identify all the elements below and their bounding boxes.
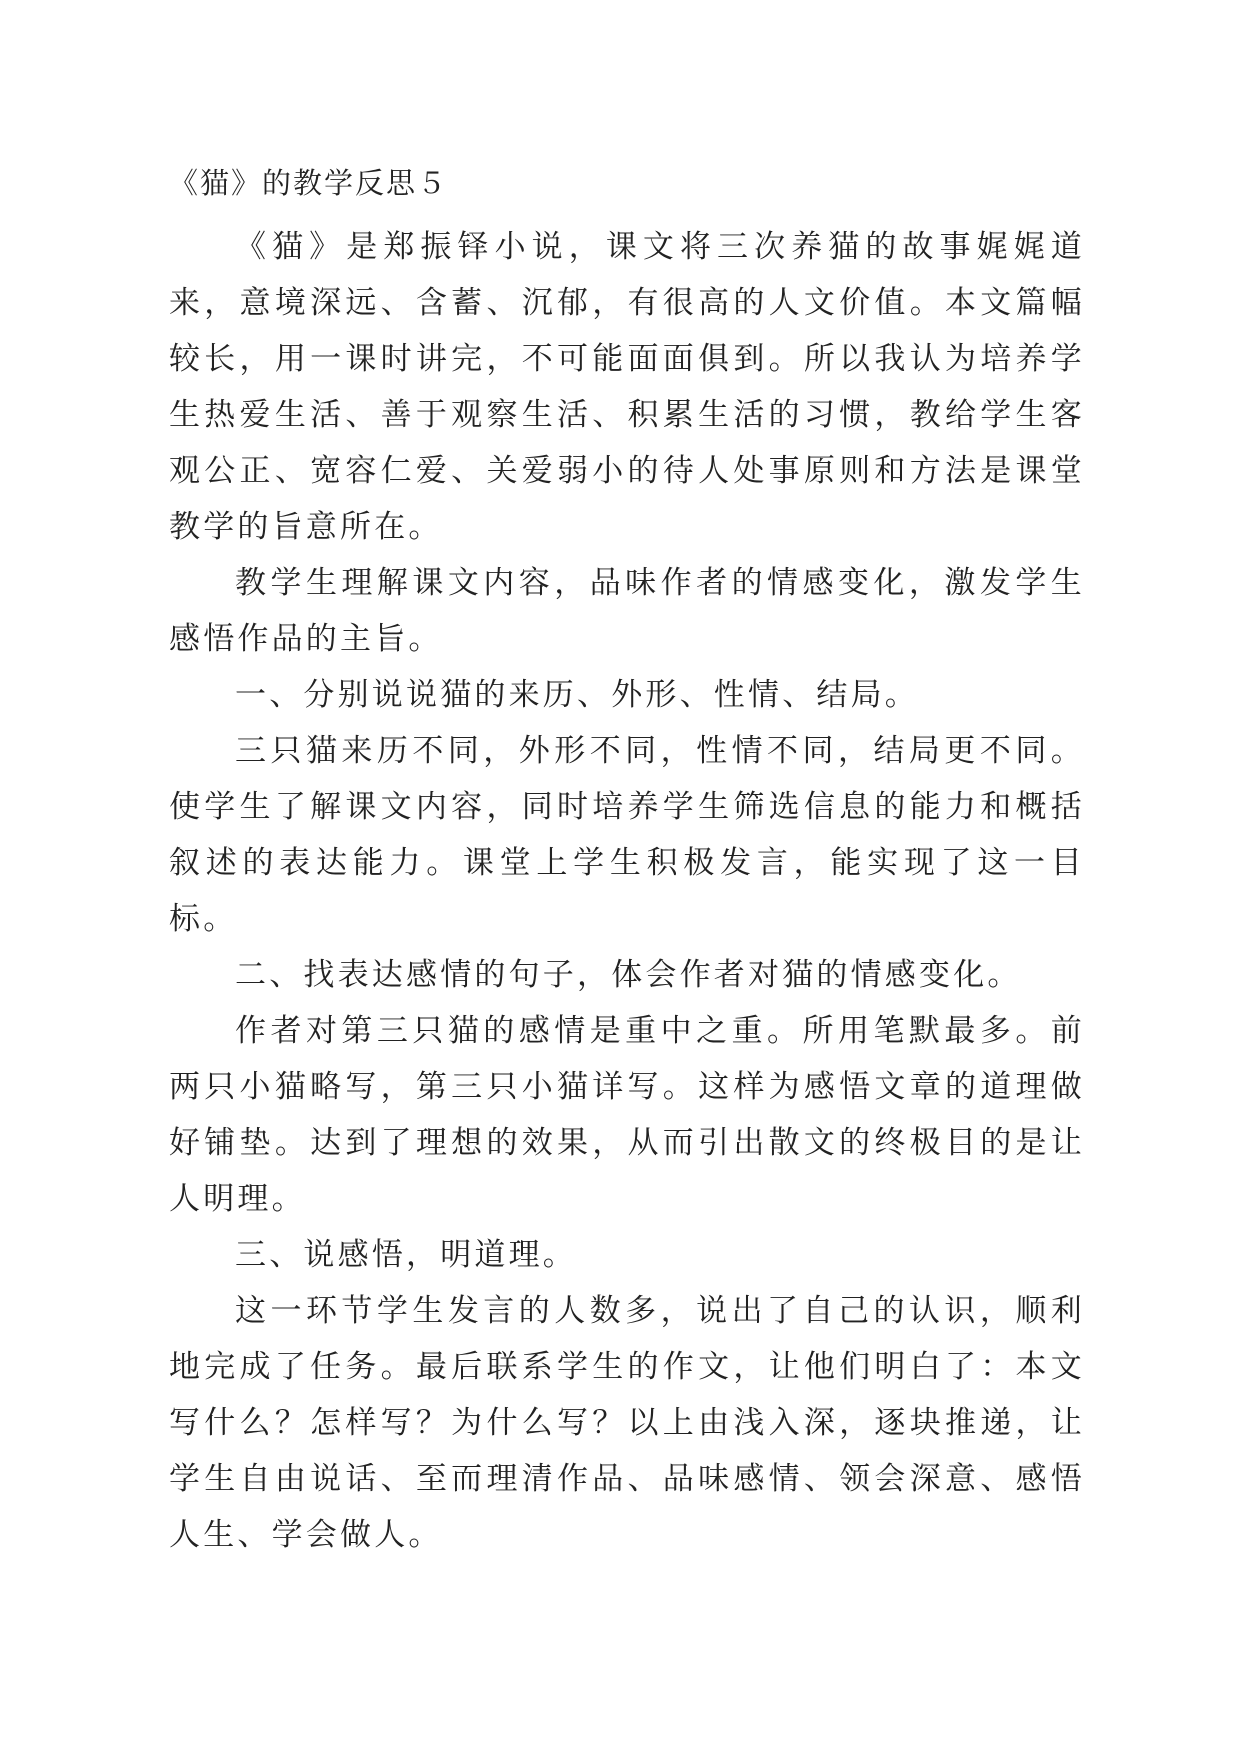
section-heading-three: 三、说感悟，明道理。 [235,1237,577,1273]
paragraph-section-three: 这一环节学生发言的人数多，说出了自己的认识，顺利地完成了任务。最后联系学生的作文，让他们明白了：本文写什么？怎样写？为什么写？以上由浅入深，逐块推递，让学生自由说话、至而理清作品、品味感情、领会深意、感悟人生、学会做人。 [169,1293,1085,1553]
section-heading-two: 二、找表达感情的句子，体会作者对猫的情感变化。 [235,957,1022,993]
paragraph-section-two: 作者对第三只猫的感情是重中之重。所用笔默最多。前两只小猫略写，第三只小猫详写。这样为感悟文章的道理做好铺垫。达到了理想的效果，从而引出散文的终极目的是让人明理。 [169,1013,1085,1217]
paragraph-section-one: 三只猫来历不同，外形不同，性情不同，结局更不同。使学生了解课文内容，同时培养学生筛选信息的能力和概括叙述的表达能力。课堂上学生积极发言，能实现了这一目标。 [169,733,1085,937]
document-body [169,219,1085,1563]
document-title: 《猫》的教学反思５ [169,166,449,200]
paragraph-teaching-goal: 教学生理解课文内容，品味作者的情感变化，激发学生感悟作品的主旨。 [169,565,1085,657]
paragraph-intro: 《猫》是郑振铎小说，课文将三次养猫的故事娓娓道来，意境深远、含蓄、沉郁，有很高的人文价值。本文篇幅较长，用一课时讲完，不可能面面俱到。所以我认为培养学生热爱生活、善于观察生活、积累生活的习惯，教给学生客观公正、宽容仁爱、关爱弱小的待人处事原则和方法是课堂教学的旨意所在。 [169,229,1085,545]
section-heading-one: 一、分别说说猫的来历、外形、性情、结局。 [235,677,919,713]
